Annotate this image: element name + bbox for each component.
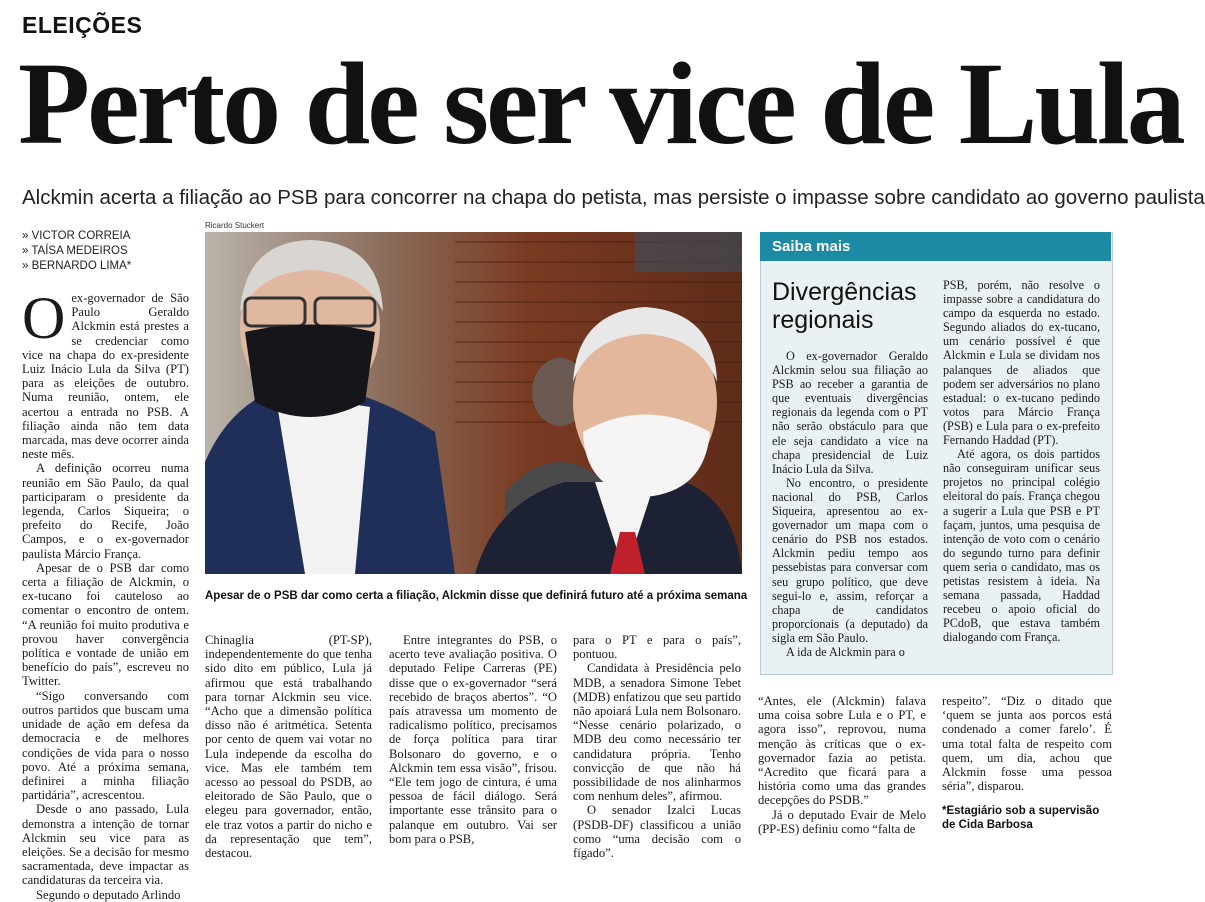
- paragraph: PSB, porém, não resolve o impasse sobre a candidatura do campo da esquerda no estado. Segundo aliados do ex-tucano, um cenário possível é que Alckmin e Lula se dividam nos palanques de aliados que podem ser adversários no plano estadual: o ex-tucano pedindo votos para Márcio França (PSB) e Lula para o ex-prefeito Fernando Haddad (PT).: [943, 278, 1100, 448]
- news-photo: [205, 232, 742, 574]
- article-column-1: [22, 285, 189, 902]
- byline-author: » BERNARDO LIMA*: [22, 260, 132, 272]
- photo-caption: Apesar de o PSB dar como certa a filiação, Alckmin disse que definirá futuro até a próxima semana: [205, 590, 748, 602]
- paragraph: Segundo o deputado Arlindo: [36, 887, 181, 902]
- paragraph: A definição ocorreu numa reunião em São Paulo, da qual participaram o presidente da legenda, Carlos Siqueira; o prefeito do Recife, João Campos, e o ex-governador paulista Márcio França.: [22, 461, 189, 561]
- paragraph: Entre integrantes do PSB, o acerto teve avaliação positiva. O deputado Felipe Carreras (PE) disse que o ex-governador “será recebido de braços abertos”. “O país atravessa um momento de radicalismo político, precisamos de força política para tirar Bolsonaro do governo, e o Alckmin tem essa visão”, frisou. “Ele tem jogo de cintura, é uma pessoa de fácil diálogo. Será importante esse trânsito para o palanque em outubro. Vai ser bom para o PSB,: [389, 633, 557, 846]
- paragraph: ex-governador de São Paulo Geraldo Alckmin está prestes a se credenciar como vice na chapa do ex-presidente Luiz Inácio Lula da Silva (PT) para as eleições de outubro. Numa reunião, ontem, ele acertou a entrada no PSB. A filiação ainda não tem data marcada, mas deve ocorrer ainda neste mês.: [22, 291, 189, 462]
- article-column-5: [758, 694, 926, 842]
- article-column-4: [573, 633, 741, 861]
- sidebar-label: Saiba mais: [772, 238, 851, 255]
- paragraph: “Sigo conversando com outros partidos que buscam uma unidade de ação em defesa da democracia e de melhores condições de vida para o nosso povo. Até a próxima semana, definirei a minha filiação partidária”, acrescentou.: [22, 688, 189, 803]
- sidebar-title: Divergências regionais: [772, 278, 917, 334]
- paragraph: Já o deputado Evair de Melo (PP-ES) definiu como “falta de: [758, 807, 926, 836]
- paragraph: Candidata à Presidência pelo MDB, a senadora Simone Tebet (MDB) enfatizou que seu partido não apoiará Lula nem Bolsonaro. “Nesse cenário polarizado, o MDB deu como necessário ter candidatura própria. Tenho convicção de que não há possibilidade de nos alinharmos com nenhum deles”, afirmou.: [573, 661, 741, 804]
- sidebar-column-1: [772, 349, 928, 667]
- byline-author: » VICTOR CORREIA: [22, 230, 131, 242]
- article-column-2: [205, 633, 372, 861]
- paragraph: Desde o ano passado, Lula demonstra a intenção de tornar Alckmin seu vice para as eleições. Se a decisão for mesmo sacramentada, deve impactar as candidaturas da terceira via.: [22, 802, 189, 888]
- paragraph: Até agora, os dois partidos não conseguiram unificar seus projetos no principal colégio eleitoral do país. França chegou a sugerir a Lula que PSB e PT façam, juntos, uma pesquisa de intenção de voto com o cenário do segundo turno para definir quem seria o candidato, mas os petistas resistem à ideia. Na semana passada, Haddad recebeu o apoio oficial do PCdoB, que estava também dialogando com França.: [943, 447, 1100, 645]
- sidebar-column-2: [943, 278, 1100, 668]
- paragraph: O ex-governador Geraldo Alckmin selou sua filiação ao PSB ao receber a garantia de que eventuais divergências regionais da legenda com o PT não serão obstáculo para que ele seja candidato a vice na chapa presidencial de Luiz Inácio Lula da Silva.: [772, 349, 928, 476]
- drop-cap: O: [22, 285, 66, 351]
- paragraph: respeito”. “Diz o ditado que ‘quem se junta aos porcos está condenado a comer farelo’. É uma total falta de respeito com quem, um dia, achou que Alckmin fosse uma pessoa séria”, disparou.: [942, 694, 1112, 794]
- paragraph: Apesar de o PSB dar como certa a filiação de Alckmin, o ex-tucano foi cauteloso ao comentar o encontro de ontem. “A reunião foi muito produtiva e provou haver convergência política e vontade de união em benefício do país”, escreveu no Twitter.: [22, 560, 189, 689]
- paragraph: A ida de Alckmin para o: [786, 644, 905, 659]
- headline: Perto de ser vice de Lula: [18, 38, 1183, 169]
- paragraph: No encontro, o presidente nacional do PSB, Carlos Siqueira, apresentou ao ex-governador um mapa com o cenário do PSB nos estados. Alckmin pediu tempo aos pessebistas para conversar com seu grupo político, que deve segui-lo e, assim, reforçar a chapa de candidatos proporcionais (a deputado) da sigla em São Paulo.: [772, 475, 928, 645]
- paragraph: “Antes, ele (Alckmin) falava uma coisa sobre Lula e o PT, e agora isso”, reprovou, numa menção às críticas que o ex-governador fazia ao petista. “Acredito que ficará para a história como uma das grandes decepções do PSDB.”: [758, 694, 926, 808]
- photo-credit: Ricardo Stuckert: [205, 221, 265, 230]
- photo-illustration: [205, 232, 742, 574]
- intern-note: *Estagiário sob a supervisão de Cida Barbosa: [942, 805, 1100, 831]
- article-column-6: [942, 694, 1112, 804]
- article-column-3: [389, 633, 557, 846]
- byline-author: » TAÍSA MEDEIROS: [22, 245, 128, 257]
- paragraph: O senador Izalci Lucas (PSDB-DF) classificou a união como “uma decisão com o fígado”.: [573, 803, 741, 861]
- subheadline: Alckmin acerta a filiação ao PSB para concorrer na chapa do petista, mas persiste o impasse sobre candidato ao governo paulista: [22, 186, 1205, 209]
- section-label: ELEIÇÕES: [22, 12, 143, 38]
- paragraph: para o PT e para o país”, pontuou.: [573, 633, 741, 662]
- paragraph: Chinaglia (PT-SP), independentemente do que tenha sido dito em público, Lula já afirmou que está trabalhando para tornar Alckmin seu vice. “Acho que a dimensão política disso não é aritmética. Setenta por cento de quem vai votar no Lula independe da escolha do vice. Mas ele também tem acesso ao pessoal do PSDB, ao eleitorado de São Paulo, que o elegeu para governador, então, ele traz votos a partir do nicho e da representação que tem”, destacou.: [205, 633, 372, 861]
